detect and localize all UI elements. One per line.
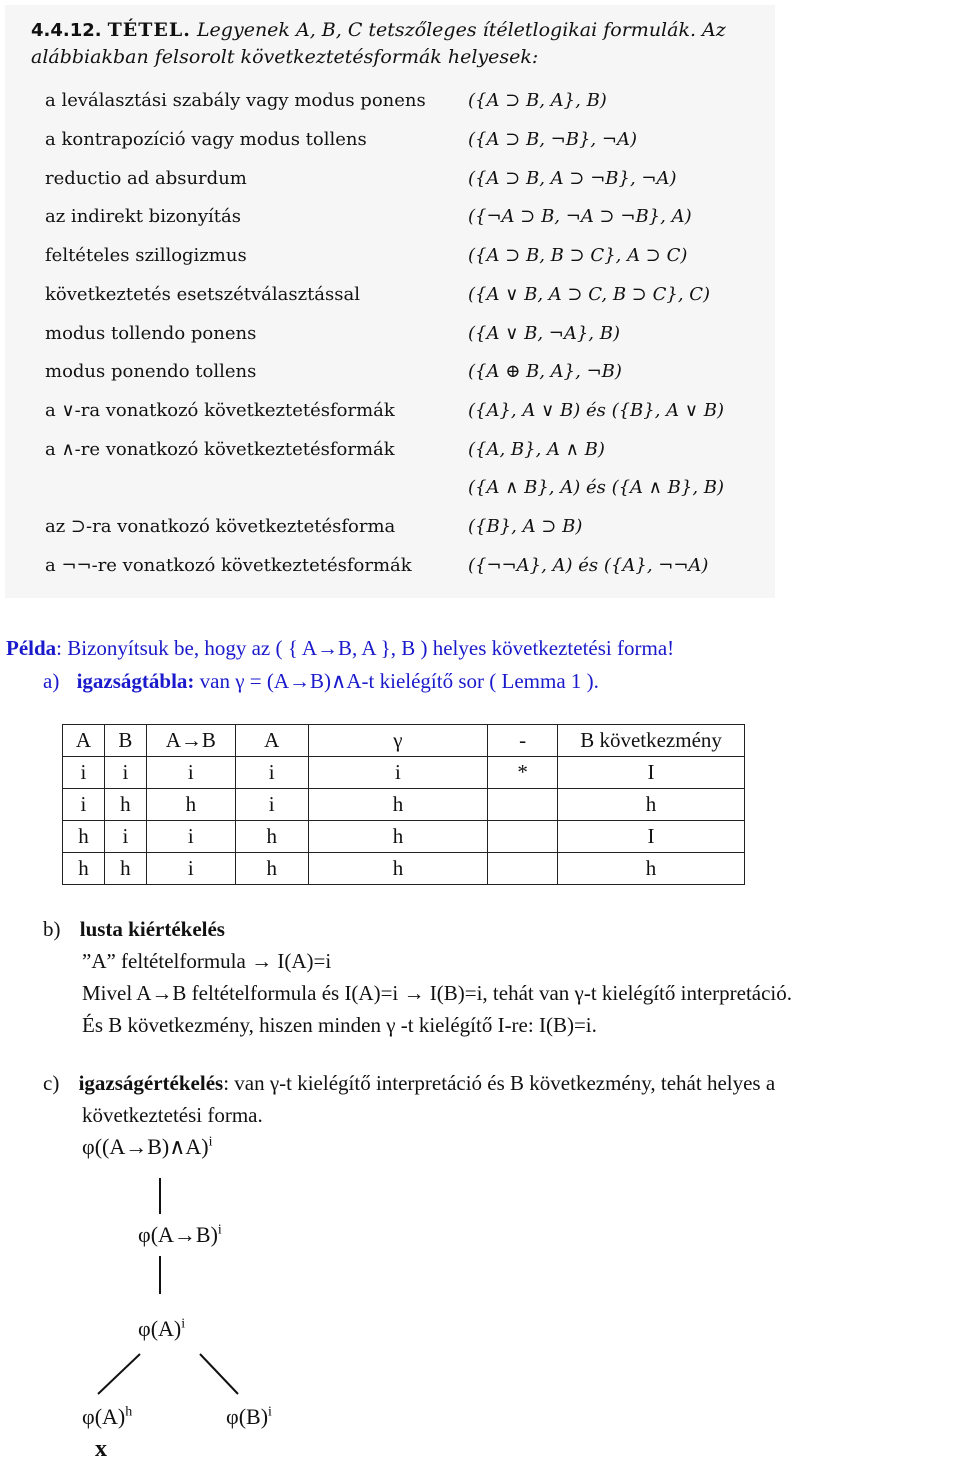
truth-table-cell: h: [308, 789, 488, 821]
theorem-row-name: következtetés esetszétválasztással: [45, 284, 360, 305]
tree-node-impl: [138, 1222, 222, 1248]
tree-edge-n2-left: [98, 1354, 140, 1394]
tree-leaf-left-label: φ(A): [82, 1404, 126, 1429]
theorem-heading: [31, 17, 771, 70]
theorem-row-form: ({A ⊃ B, B ⊃ C}, A ⊃ C): [468, 245, 688, 266]
part-a-text: van γ = (A→B)∧A-t kielégítő sor ( Lemma 1 ).: [194, 669, 599, 693]
truth-table-cell: [488, 789, 558, 821]
theorem-row-name: modus tollendo ponens: [45, 323, 257, 344]
truth-table-cell: *: [488, 757, 558, 789]
theorem-row-form: ({¬A ⊃ B, ¬A ⊃ ¬B}, A): [468, 206, 692, 227]
theorem-row-name: feltételes szillogizmus: [45, 245, 247, 266]
truth-table-cell: [488, 821, 558, 853]
theorem-row-name: az indirekt bizonyítás: [45, 206, 242, 227]
truth-table-cell: h: [308, 821, 488, 853]
truth-table-row: [63, 789, 745, 821]
part-b-title: lusta kiértékelés: [79, 917, 225, 941]
theorem-row-form: ({B}, A ⊃ B): [468, 516, 583, 537]
theorem-word: TÉTEL.: [107, 19, 191, 41]
truth-table-row: [63, 757, 745, 789]
truth-table-cell: h: [308, 853, 488, 885]
part-a-title: igazságtábla:: [76, 669, 195, 693]
example-text: : Bizonyítsuk be, hogy az ( { A→B, A }, B ) helyes következtetési forma!: [56, 636, 675, 660]
part-b-line3: És B következmény, hiszen minden γ -t kielégítő I-re: I(B)=i.: [82, 1013, 597, 1037]
tree-edge-n2-right: [200, 1354, 238, 1394]
part-b-line1: ”A” feltételformula → I(A)=i: [82, 949, 332, 973]
theorem-number: 4.4.12.: [31, 20, 102, 41]
theorem-intro: Legyenek A, B, C tetszőleges ítéletlogikai formulák. Az alábbiakban felsorolt következtetésformák helyesek:: [31, 19, 726, 68]
truth-table-header-cell: γ: [308, 725, 488, 757]
theorem-row: [5, 129, 775, 159]
tree-leaf-left: [82, 1404, 132, 1430]
part-c-title: igazságértékelés: [78, 1071, 224, 1095]
theorem-row-name: reductio ad absurdum: [45, 168, 247, 189]
truth-table-cell: I: [558, 821, 745, 853]
theorem-row-form: ({A ⊕ B, A}, ¬B): [468, 361, 622, 382]
tree-root: [82, 1134, 212, 1160]
theorem-row-form: ({¬¬A}, A) és ({A}, ¬¬A): [468, 555, 709, 576]
truth-table-cell: i: [63, 757, 105, 789]
part-c-line1: [43, 1071, 775, 1096]
tree-leaf-right-value: i: [268, 1404, 272, 1420]
truth-table-cell: h: [235, 853, 308, 885]
theorem-row: [5, 323, 775, 353]
tree-node-impl-label: φ(A→B): [138, 1222, 218, 1247]
theorem-row: [5, 400, 775, 430]
truth-table-cell: h: [104, 853, 146, 885]
theorem-row: [5, 284, 775, 314]
theorem-row-form: ({A}, A ∨ B) és ({B}, A ∨ B): [468, 400, 725, 421]
part-c-text: : van γ-t kielégítő interpretáció és B következmény, tehát helyes a: [223, 1071, 776, 1095]
tree-contradiction-mark: x: [95, 1436, 107, 1462]
truth-table-cell: i: [235, 757, 308, 789]
theorem-scan: [5, 5, 775, 598]
truth-table-cell: h: [558, 853, 745, 885]
theorem-row-form: ({A ⊃ B, A ⊃ ¬B}, ¬A): [468, 168, 677, 189]
theorem-row-form: ({A ⊃ B, A}, B): [468, 90, 607, 111]
truth-table-cell: i: [146, 821, 235, 853]
theorem-row: [5, 439, 775, 469]
truth-table-cell: i: [146, 757, 235, 789]
example-label: Példa: [6, 636, 57, 660]
theorem-row-name: a ¬¬-re vonatkozó következtetésformák: [45, 555, 412, 576]
theorem-row-name: a ∧-re vonatkozó következtetésformák: [45, 439, 395, 460]
truth-table-header-cell: B következmény: [558, 725, 745, 757]
theorem-row-name: a ∨-ra vonatkozó következtetésformák: [45, 400, 395, 421]
theorem-row: [5, 555, 775, 585]
theorem-row-form: ({A ∨ B, A ⊃ C, B ⊃ C}, C): [468, 284, 711, 305]
theorem-row-name: az ⊃-ra vonatkozó következtetésforma: [45, 516, 396, 537]
truth-table-header-cell: A: [235, 725, 308, 757]
truth-table-cell: h: [146, 789, 235, 821]
tree-leaf-right: [226, 1404, 272, 1430]
truth-table-cell: i: [63, 789, 105, 821]
truth-table-cell: h: [104, 789, 146, 821]
truth-table-cell: [488, 853, 558, 885]
part-a-line: [43, 669, 599, 694]
truth-table-row: [63, 821, 745, 853]
tree-root-value: i: [208, 1134, 213, 1150]
truth-table-header-row: [63, 725, 745, 757]
part-b-heading: [43, 917, 225, 942]
truth-table-header-cell: A→B: [146, 725, 235, 757]
truth-table-cell: i: [104, 821, 146, 853]
theorem-row-form: ({A ∨ B, ¬A}, B): [468, 323, 620, 344]
truth-table-cell: h: [558, 789, 745, 821]
part-c-line2: következtetési forma.: [82, 1103, 263, 1127]
truth-table-cell: i: [308, 757, 488, 789]
theorem-row: [5, 206, 775, 236]
tree-node-a-value: i: [181, 1316, 186, 1332]
part-b-line2: Mivel A→B feltételformula és I(A)=i → I(B)=i, tehát van γ-t kielégítő interpretáció.: [82, 981, 793, 1005]
truth-table-cell: I: [558, 757, 745, 789]
theorem-row-name: modus ponendo tollens: [45, 361, 257, 382]
tree-node-impl-value: i: [217, 1222, 222, 1238]
truth-table-cell: h: [63, 821, 105, 853]
tree-node-a: [138, 1316, 185, 1342]
example-line: [6, 636, 674, 661]
theorem-row: [5, 168, 775, 198]
tree-leaf-left-value: h: [125, 1404, 133, 1420]
theorem-row-name: a leválasztási szabály vagy modus ponens: [45, 90, 426, 111]
truth-table-cell: i: [146, 853, 235, 885]
tree-node-a-label: φ(A): [138, 1316, 182, 1341]
truth-table-header-cell: A: [63, 725, 105, 757]
theorem-row: [5, 90, 775, 120]
theorem-row-form: ({A ⊃ B, ¬B}, ¬A): [468, 129, 637, 150]
truth-table-cell: i: [235, 789, 308, 821]
part-b-marker: b): [43, 917, 61, 941]
theorem-row-form: ({A, B}, A ∧ B): [468, 439, 605, 460]
truth-table-row: [63, 853, 745, 885]
part-c-marker: c): [43, 1071, 60, 1095]
theorem-row: [5, 477, 775, 507]
part-a-marker: a): [43, 669, 60, 693]
theorem-row: [5, 245, 775, 275]
truth-table-cell: h: [63, 853, 105, 885]
truth-table-header-cell: -: [488, 725, 558, 757]
truth-table-header-cell: B: [104, 725, 146, 757]
truth-table: [62, 724, 745, 881]
theorem-row: [5, 361, 775, 391]
tree-root-label: φ((A→B)∧A): [82, 1134, 209, 1159]
tree-leaf-right-label: φ(B): [226, 1404, 269, 1429]
theorem-row-name: a kontrapozíció vagy modus tollens: [45, 129, 367, 150]
truth-table-cell: i: [104, 757, 146, 789]
theorem-row: [5, 516, 775, 546]
theorem-row-form: ({A ∧ B}, A) és ({A ∧ B}, B): [468, 477, 725, 498]
truth-table-cell: h: [235, 821, 308, 853]
